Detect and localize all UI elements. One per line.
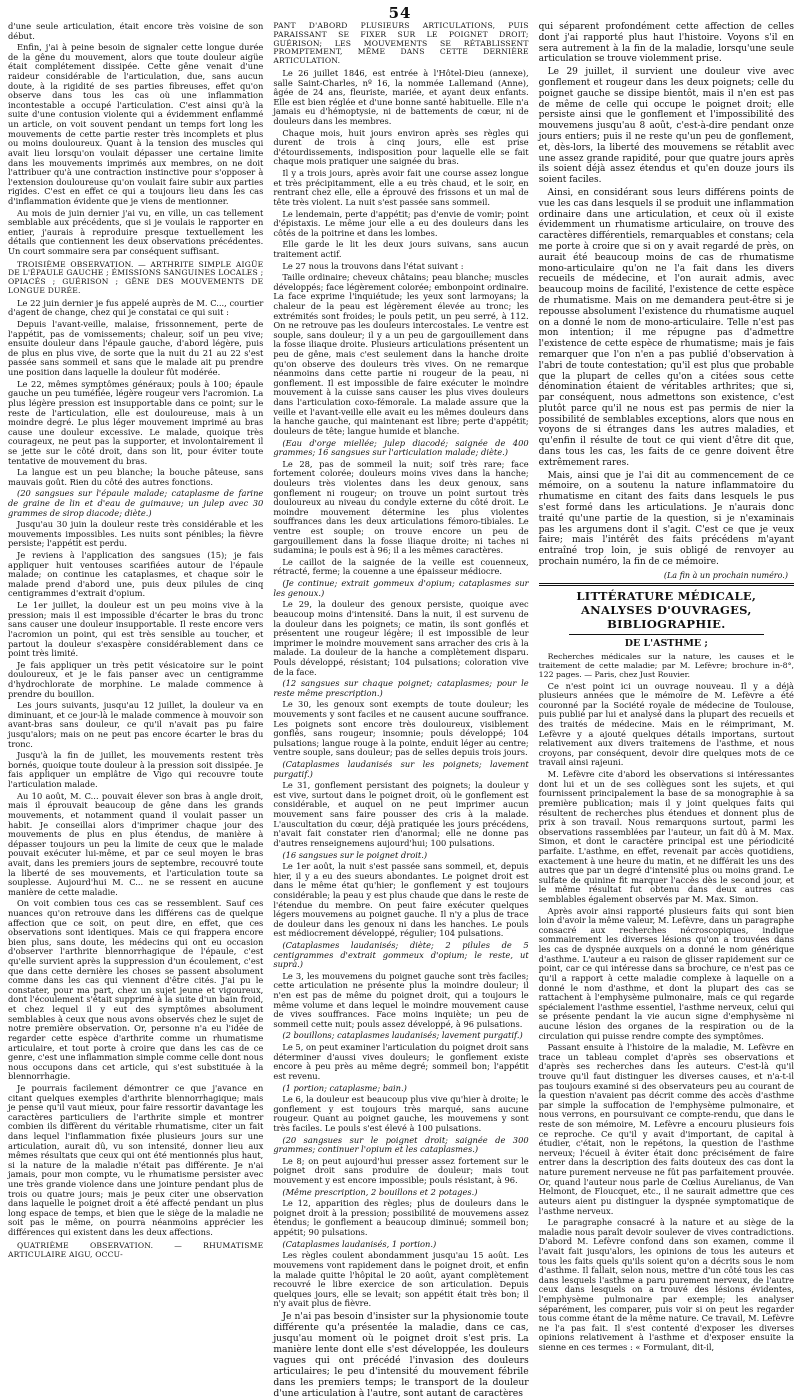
prescription: (Je continue; extrait gommeux d'opium; cataplasmes sur les genoux.) (273, 578, 529, 598)
paragraph: Le 29 juillet, il survient une douleur vive avec gonflement et rougeur dans les deux poignets; celle du poignet gauche se dissipe bientôt, mais il n'en est pas de même de celle qui occupe le poignet droit; elle persiste ainsi que le gonflement et l'impossibilité des mouvemens jusqu'au 8 août, c'est-à-dire pendant onze jours entiers; puis il ne reste qu'un peu de gonflement, et, dès-lors, la liberté des mouvemens se rétablit avec une assez grande rapidité, pour que quatre jours après ils soient déjà assez étendus et qu'en douze jours ils soient faciles. (538, 67, 794, 186)
paragraph: Je pourrais facilement démontrer ce que j'avance en citant quelques exemples d'arthrite blennorrhagique; mais je pense qu'il vaut mieux, pour faire ressortir davantage les caractères particuliers de l'arthrite simple et montrer combien ils diffèrent du véritable rhumatisme, citer un fait dans lequel l'inflammation fixée plusieurs jours sur une articulation, aurait dû, vu son intensité, donner lieu aux mêmes résultats que ceux qui ont été mentionnés plus haut, si la nature de la maladie n'était pas différente. Je n'ai jamais, pour mon compte, vu le rhumatisme persister avec une très grande violence dans une jointure pendant plus de trois ou quatre jours; mais je peux citer une observation dans laquelle le poignet droit a été affecté pendant un plus long espace de temps, et bien que le siège de la maladie ne soit pas le même, on pourra néanmoins apprécier les différences qui existent dans les deux affections. (8, 1082, 264, 1238)
review-title: DE L'ASTHME ; (624, 637, 708, 649)
paragraph: Depuis l'avant-veille, malaise, frissonnement, perte de l'appétit, pas de vomissements; chaleur, soif un peu vive; ensuite douleur dans l'épaule gauche, d'abord légère, puis de plus en plus vive, de sorte que la nuit du 21 au 22 s'est passée sans sommeil et sans que le malade ait pu prendre une position dans laquelle la douleur fût modérée. (8, 319, 264, 378)
paragraph: Taille ordinaire; cheveux châtains; peau blanche; muscles développés; face légèrement colorée; embonpoint ordinaire. La face exprime l'inquiétude; les yeux sont larmoyans; la chaleur de la peau est légèrement élevée au tronc; les extrémités sont froides; le pouls petit, un peu serré, à 112. On ne retrouve pas les douleurs intercostales. Le ventre est souple, sans douleur; il y a un peu de gargouillement dans la fosse iliaque droite. Plusieurs articulations présentent un peu de gêne, mais c'est seulement dans la hanche droite qu'on observe des douleurs très vives. On ne remarque néanmoins dans cette partie ni rougeur de la peau, ni gonflement. Il est impossible de faire exécuter le moindre mouvement à la cuisse sans causer les plus vives douleurs dans l'articulation coxo-fémorale. La malade assure que la veille et l'avant-veille elle avait eu les mêmes douleurs dans la hanche gauche, qui maintenant est libre; perte d'appétit; douleurs de tête; langue humide et blanche. (273, 272, 529, 436)
prescription: (20 sangsues sur l'épaule malade; cataplasme de farine de graine de lin et d'eau de guimauve; un julep avec 30 grammes de sirop diacode; diète.) (8, 488, 264, 518)
paragraph: Au 10 août, M. C... pouvait élever son bras à angle droit, mais il éprouvait beaucoup de gêne dans les grands mouvements, et notamment quand il voulait passer un habit. Je conseillai alors d'imprimer chaque jour des mouvements de plus en plus étendus, de manière à dépasser toujours un peu la limite de ceux que le malade pouvait exécuter lui-même, et par ce seul moyen le bras avait, dans les premiers jours de septembre, recouvré toute la liberté de ses mouvements, et l'articulation toute sa souplesse. Aujourd'hui M. C... ne se ressent en aucune manière de cette maladie. (8, 790, 264, 897)
paragraph: Je reviens à l'application des sangsues (15); je fais appliquer huit ventouses scarifiées autour de l'épaule malade; on continue les cataplasmes, et chaque soir le malade prend d'abord une, puis deux pilules de cinq centigrammes d'extrait d'opium. (8, 550, 264, 599)
paragraph: Le 29, la douleur des genoux persiste, quoique avec beaucoup moins d'intensité. Dans la nuit, il est survenu de la douleur dans les poignets; ce matin, ils sont gonflés et présentent une rougeur légère; il est impossible de leur imprimer le moindre mouvement sans arracher des cris à la malade. La douleur de la hanche a complètement disparu. Pouls développé, résistant; 104 pulsations; coloration vive de la face. (273, 599, 529, 677)
review-reference: Recherches médicales sur la nature, les causes et le traitement de cette maladie; par M. Lefèvre; brochure in-8°, 122 pages. — Paris, chez Just Rouvier. (538, 651, 794, 679)
paragraph: Il y a trois jours, après avoir fait une course assez longue et très précipitamment, elle a eu très chaud, et le soir, en rentrant chez elle, elle a éprouvé des frissons et un mal de tête très violent. La nuit s'est passée sans sommeil. (273, 168, 529, 207)
paragraph: Le 8; on peut aujourd'hui presser assez fortement sur le poignet droit sans produire de douleur; mais tout mouvement y est encore impossible; pouls résistant, à 96. (273, 1155, 529, 1186)
prescription: (1 portion; cataplasme; bain.) (282, 1082, 407, 1093)
paragraph: Le 5, on peut examiner l'articulation du poignet droit sans déterminer d'aussi vives douleurs; le gonflement existe encore à peu près au même degré; sommeil bon; l'appétit est revenu. (273, 1042, 529, 1081)
observation-4-body (273, 69, 528, 1399)
paragraph: Le 31, gonflement persistant des poignets; la douleur y est vive, surtout dans le poignet droit, où le gonflement est considérable, et auquel on ne peut imprimer aucun mouvement sans faire pousser des cris à la malade. L'auscultation du cœur, déjà pratiquée les jours précédens, n'avait fait constater rien d'anormal; elle ne donne pas d'autres renseignemens aujourd'hui; 100 pulsations. (273, 780, 529, 848)
paragraph: Le lendemain, perte d'appétit; pas d'envie de vomir; point d'épistaxis. Le même jour elle a eu des douleurs dans les côtés de la poitrine et dans les lombes. (273, 208, 529, 238)
paragraph: Le paragraphe consacré à la nature et au siège de la maladie nous paraît devoir soulever de vives contradictions. D'abord M. Lefèvre confond dans son examen, comme il l'avait fait jusqu'alors, les opinions de tous les auteurs et tous les faits quels qu'ils soient qu'on a décrits sous le nom d'asthme. Il fallait, selon nous, mettre d'un côté tous les cas dans lesquels l'asthme a paru purement nerveux, de l'autre ceux dans lesquels on a trouvé des lésions évidentes, l'emphysème pulmonaire par exemple; les analyser séparément, les comparer, puis voir si on peut les regarder tous comme étant de la même nature. Ce travail, M. Lefèvre ne l'a pas fait. Il s'est contenté d'exposer les diverses opinions relativement à l'asthme et d'exposer ensuite la sienne en ces termes : « Formulant, dit-il, (538, 1217, 794, 1353)
prescription: (Cataplasmes laudanisés; diète; 2 pilules de 5 centigrammes d'extrait gommeux d'opium; le reste, ut suprà.) (273, 940, 529, 970)
paragraph: Passant ensuite à l'histoire de la maladie, M. Lefèvre en trace un tableau complet d'après ses observations et d'après ses recherches dans les auteurs. C'est-là qu'il trouve qu'il faut distinguer les diverses causes, et n'a-t-il pas toujours examiné si des observateurs peu au courant de la question n'avaient pas décrit comme des accès d'asthme par simple la suffocation de l'emphysème pulmonaire, et nous verrons, en poursuivant ce compte-rendu, que dans le reste de son mémoire, M. Lefèvre a encouru plusieurs fois ce reproche. Ce qu'il y avait d'important, de capital à étudier, c'était, non le repétons, la question de l'asthme nerveux; l'écueil à éviter était donc précisément de faire entrer dans la description des faits douteux des cas dont la nature purement nerveuse ne fût pas parfaitement prouvée. Or, quand l'auteur nous parle de Cœlius Aurelianus, de Van Helmont, de Floucquet, etc., il ne saurait admettre que ces auteurs aient pu distinguer la dyspnée symptomatique de l'asthme nerveux. (538, 1042, 794, 1216)
prescription: (Eau d'orge miellée; julep diacodé; saignée de 400 grammes; 16 sangsues sur l'articulation malade; diète.) (273, 437, 529, 458)
paragraph: Ce n'est point ici un ouvrage nouveau. Il y a déjà plusieurs années que le mémoire de M. Lefèvre a été couronné par la Société royale de médecine de Toulouse, puis publié par lui et analysé dans la plupart des recueils et des traités de médecine. Mais en le réimprimant, M. Lefèvre y a ajouté quelques détails importans, surtout relativement aux divers traitemens de l'asthme, et nous croyons, par conséquent, devoir dire quelques mots de ce travail ainsi rajeuni. (538, 680, 794, 768)
paragraph: d'une seule articulation, était encore très voisine de son début. (8, 21, 264, 41)
paragraph: Les jours suivants, jusqu'au 12 juillet, la douleur va en diminuant, et ce jour-là le malade commence à mouvoir son avant-bras sans douleur, ce qu'il n'avait pas pu faire jusqu'alors; mais on ne peut pas encore écarter le bras du tronc. (8, 700, 264, 749)
article-conclusion (539, 22, 794, 568)
review-body (539, 682, 794, 1353)
paragraph: Le 27 nous la trouvons dans l'état suivant : (282, 260, 464, 271)
section-divider (539, 583, 794, 586)
paragraph: Le 22, mêmes symptômes généraux; pouls à 100; épaule gauche un peu tuméfiée, légère rougeur vers l'acromion. La plus légère pression est insupportable dans ce point; sur le reste de l'articulation, elle est douloureuse, mais à un moindre degré. Le plus léger mouvement imprimé au bras cause une douleur excessive. Le malade, quoique très courageux, ne peut pas la supporter, et involontairement il se jette sur le côté droit, dans son lit, pour éviter toute tentative de mouvement du bras. (8, 378, 264, 466)
observation-3-heading: TROISIÈME OBSERVATION. — ARTHRITE SIMPLE AIGÜE DE L'ÉPAULE GAUCHE ; ÉMISSIONS SANGUINES LOCALES ; OPIACÉS ; GUÉRISON ; GÊNE DES MOUVEMENTS DE LONGUE DURÉE. (8, 259, 264, 296)
paragraph: Au mois de juin dernier j'ai vu, en ville, un cas tellement semblable aux précédents, que si je voulais le rapporter en entier, j'aurais à reproduire presque textuellement les détails que contiennent les deux observations précédentes. Un court sommaire sera par conséquent suffisant. (8, 207, 264, 257)
paragraph: Le caillot de la saignée de la veille est couenneux, rétracté, ferme; la couenne a une épaisseur médiocre. (273, 556, 529, 577)
paragraph: qui séparent profondément cette affection de celles dont j'ai rapporté plus haut l'histoire. Voyons s'il en sera autrement à la fin de la maladie, lorsqu'une seule articulation se trouve violemment prise. (538, 22, 794, 65)
prescription: (2 bouillons; cataplasmes laudanisés; lavement purgatif.) (282, 1030, 523, 1041)
section-title: LITTÉRATURE MÉDICALE, ANALYSES D'OUVRAGES, BIBLIOGRAPHIE. (576, 589, 757, 631)
paragraph: Le 26 juillet 1846, est entrée à l'Hôtel-Dieu (annexe), salle Saint-Charles, nº 16, la nommée Lallemand (Anne), âgée de 24 ans, fleuriste, mariée, et ayant deux enfants. Elle est bien réglée et d'une bonne santé habituelle. Elle n'a jamais eu d'hémoptysie, ni de battements de cœur, ni de douleurs dans les membres. (273, 67, 529, 127)
prescription: (16 sangsues sur le poignet droit.) (282, 849, 428, 860)
col1-intro (8, 22, 263, 257)
paragraph: Le 1er juillet, la douleur est un peu moins vive à la pression; mais il est impossible d'écarter le bras du tronc sans causer une douleur insupportable. Il reste encore vers l'acromion un point, qui est très sensible au toucher, et partout la douleur s'exaspère considérablement dans ce point très limité. (8, 600, 264, 659)
observation-4-heading-continued: PANT D'ABORD PLUSIEURS ARTICULATIONS, PUIS PARAISSANT SE FIXER SUR LE POIGNET DROIT; GUÉRISON; LES MOUVEMENTS SE RÉTABLISSENT PROMPTEMENT, MÊME DANS CETTE DERNIÈRE ARTICULATION. (273, 21, 529, 66)
paragraph: Mais, ainsi que je l'ai dit au commencement de ce mémoire, on a soutenu la nature inflammatoire du rhumatisme en citant des faits dans lesquels le pus s'est formé dans les articulations. Je n'aurais donc traité qu'une partie de la question, si je n'examinais pas les argumens dont il s'agit. C'est ce que je veux faire; mais l'intérêt des faits précédens m'ayant entraîné trop loin, je suis obligé de renvoyer au prochain numéro, la fin de ce mémoire. (538, 470, 794, 568)
paragraph: On voit combien tous ces cas se ressemblent. Sauf ces nuances qu'on retrouve dans les différens cas de quelque affection que ce soit, on peut dire, en effet, que ces observations sont identiques. Mais ce qui frappera encore bien plus, sans doute, les médecins qui ont eu occasion d'observer l'arthrite blennorrhagique de l'épaule, c'est qu'elle survient après la suppression d'un écoulement, c'est que dans cette dernière les choses se passent absolument comme dans les cas qui viennent d'être cités. J'ai pu le constater, pour ma part, chez un sujet jeune et vigoureux, dont l'écoulement s'était supprimé à la suite d'un bain froid, et chez lequel il y eut des symptômes absolument semblables à ceux que nous avons observés chez le sujet de notre première observation. Or, personne n'a eu l'idée de regarder cette espèce d'arthrite comme un rhumatisme articulaire, et tout porte à croire que dans les cas de ce genre, c'est une inflammation simple comme celle dont nous nous occupons dans cet article, qui s'est substituée à la blennorrhagie. (8, 898, 264, 1082)
paragraph: Le 12, apparition des règles; plus de douleurs dans le poignet droit à la pression; possibilité de mouvemens assez étendus; le gonflement a beaucoup diminué; sommeil bon; appétit; 90 pulsations. (273, 1198, 529, 1238)
paragraph: Je fais appliquer un très petit vésicatoire sur le point douloureux, et je le fais panser avec un centigramme d'hydrochlorate de morphine. Le malade commence à prendre du bouillon. (8, 659, 264, 699)
paragraph: Chaque mois, huit jours environ après ses règles qui durent de trois à cinq jours, elle est prise d'étourdissements, indisposition pour laquelle elle se fait chaque mois pratiquer une saignée du bras. (273, 127, 529, 167)
column-2 (273, 21, 529, 1399)
observation-3-body (8, 299, 263, 1238)
paragraph: Le 1er août, la nuit s'est passée sans sommeil, et, depuis hier, il y a eu des sueurs abondantes. Le poignet droit est dans le même état qu'hier; le gonflement y est toujours considérable; la peau y est plus chaude que dans le reste de l'étendue du membre. On peut faire exécuter quelques légers mouvemens au poignet gauche. Il n'y a plus de trace de douleur dans les genoux ni dans les hanches. Le pouls est médiocrement développé, régulier; 104 pulsations. (273, 861, 529, 939)
paragraph: Jusqu'à la fin de juillet, les mouvements restent très bornés, quoique toute douleur à la pression soit dissipée. Je fais appliquer un emplâtre de Vigo qui recouvre toute l'articulation malade. (8, 750, 264, 790)
observation-4-heading: QUATRIÈME OBSERVATION. — RHUMATISME ARTICULAIRE AIGU, OCCU- (8, 1240, 264, 1259)
paragraph: Ainsi, en considérant sous leurs différens points de vue les cas dans lesquels il se produit une inflammation ordinaire dans une articulation, et ceux où il existe évidemment un rhumatisme articulaire, on trouve des caractères différentiels, remarquables et constans; cela me porte à croire que si on y avait regardé de près, on aurait été beaucoup moins de cas de rhumatisme mono-articulaire qu'on ne l'a fait dans les divers recueils de médecine, et l'on aurait admis, avec beaucoup moins de facilité, l'existence de cette espèce de rhumatisme. Mais on me demandera peut-être si je repousse absolument l'existence du rhumatisme auquel on a donné le nom de mono-articulaire. Telle n'est pas mon intention; il me répugne pas d'admettre l'existence de cette espèce de rhumatisme; mais je fais remarquer que l'on n'en a pas publié d'observation à l'abri de toute contestation; qu'il est plus que probable que la plupart de celles qu'on a citées sous cette dénomination étaient de véritables arthrites; que si, par conséquent, nous admettons son existence, c'est plutôt parce qu'il ne nous est pas permis de nier la possibilité de semblables exceptions, alors que nous en voyons de si étranges dans les autres maladies, et qu'enfin il résulte de tout ce qui vient d'être dit que, dans tous les cas, les faits de ce genre doivent être extrêmement rares. (538, 187, 794, 468)
prescription: (Cataplasmes laudanisés sur les poignets; lavement purgatif.) (273, 759, 529, 779)
continued-note: (La fin à un prochain numéro.) (663, 570, 788, 580)
paragraph: Le 3, les mouvemens du poignet gauche sont très faciles; cette articulation ne présente plus la moindre douleur; il n'en est pas de même du poignet droit, qui a toujours le même volume et dans lequel le moindre mouvement cause de vives souffrances. Face moins inquiète; un peu de sommeil cette nuit; pouls assez développé, à 96 pulsations. (273, 970, 529, 1029)
paragraph: Jusqu'au 30 juin la douleur reste très considérable et les mouvements impossibles. Les nuits sont pénibles; la fièvre persiste; l'appétit est perdu. (8, 519, 264, 549)
paragraph: Les règles coulent abondamment jusqu'au 15 août. Les mouvemens vont rapidement dans le poignet droit, et enfin la malade quitte l'hôpital le 20 août, ayant complètement recouvré le libre exercice de son articulation. Depuis quelques jours, elle se levait; son appétit était très bon; il n'y avait plus de fièvre. (273, 1250, 529, 1309)
paragraph: Le 6, la douleur est beaucoup plus vive qu'hier à droite; le gonflement y est toujours très marqué, sans aucune rougeur. Quant au poignet gauche, les mouvemens y sont très faciles. Le pouls s'est élevé à 100 pulsations. (273, 1094, 529, 1133)
prescription: (Cataplasmes laudanisés, 1 portion.) (282, 1238, 437, 1249)
prescription: (Même prescription, 2 bouillons et 2 potages.) (282, 1186, 478, 1197)
page-number: 54 (388, 4, 412, 22)
paragraph: Elle garde le lit les deux jours suivans, sans aucun traitement actif. (273, 239, 529, 259)
paragraph: Le 28, pas de sommeil la nuit; soif très rare; face fortement colorée; douleurs moins vives dans la hanche; douleurs très violentes dans les deux genoux, sans gonflement ni rougeur; on trouve un point surtout très douloureux au niveau du condyle externe du côté droit. Le moindre mouvement détermine les plus violentes souffrances dans les deux articulations fémoro-tibiales. Le ventre est souple; on trouve encore un peu de gargouillement dans la fosse iliaque droite; ni taches ni sudamina; le pouls est à 96; il a les mêmes caractères. (273, 458, 529, 556)
paragraph: Je n'ai pas besoin d'insister sur la physionomie toute différente qu'a présentée la maladie, dans ce cas, jusqu'au moment où le poignet droit s'est pris. La manière lente dont elle s'est développée, les douleurs vagues qui ont précédé l'invasion des douleurs articulaires; le peu d'intensité du mouvement fébrile dans les premiers temps; le transport de la douleur d'une articulation à l'autre, sont autant de caractères (273, 1310, 529, 1399)
columns (8, 21, 794, 1399)
paragraph: M. Lefèvre cite d'abord les observations si intéressantes dont lui et un de ses collègues sont les sujets, et qui fournissent principalement la base de sa monographie à sa première publication; mais il y joint quelques faits qui résultent de recherches plus étendues et donnent plus de prix à son travail. Nous remarquons surtout, parmi les observations rassemblées par l'auteur, un fait dû à M. Max. Simon, et dont le caractère principal est une périodicité parfaite. L'asthme, en effet, revenait par accès quotidiens, exactement à une heure du matin, et ne différait les uns des autres que par un degré d'intensité plus ou moins grand. Le sulfate de quinine fit marquer l'accès dès le second jour, et le même résultat fut obtenu dans deux autres cas semblables également observés par M. Max. Simon. (538, 769, 794, 905)
title-divider (569, 634, 764, 635)
paragraph: Enfin, j'ai à peine besoin de signaler cette longue durée de la gêne du mouvement, alors que toute douleur aigüe était complétement dissipée. Cette gêne venait d'une raideur considérable de l'articulation, due, sans aucun doute, à la rigidité de ses parties fibreuses, effet qu'on observe dans tous les cas où une inflammation incontestable a occupé l'articulation. C'est ainsi qu'à la suite d'une contusion violente qui a évidemment enflammé un article, on voit souvent pendant un temps fort long les mouvements de cette partie rester très incomplets et plus ou moins douloureux. Quant à la tension des muscles qui avait lieu lorsqu'on voulait dépasser une certaine limite dans les mouvements imprimés aux membres, on ne doit l'attribuer qu'à une contraction instinctive pour s'opposer à l'extension douloureuse qu'on voulait faire subir aux parties rigides. C'est en effet ce qui a toujours lieu dans les cas d'inflammation évidente que je viens de mentionner. (8, 42, 264, 206)
paragraph: Après avoir ainsi rapporté plusieurs faits qui sont bien loin d'avoir la même valeur, M. Lefèvre, dans un paragraphe consacré aux recherches nécroscopiques, indique sommairement les diverses lésions qu'on a trouvées dans les cas de dyspnée auxquels on a donné le nom générique d'asthme. L'auteur a eu raison de glisser rapidement sur ce point, car ce qui intéresse dans sa brochure, ce n'est pas ce qu'il a rapport à cette maladie complexe à laquelle on a donné le nom d'asthme, et dont la plupart des cas se rattachent à l'emphysème pulmonaire, mais ce qui regarde spécialement l'asthme essentiel, l'asthme nerveux, celui qui se présente pendant la vie aucun signe d'emphysème ni aucune lésion des organes de la respiration ou de la circulation qui puisse rendre compte des symptômes. (538, 905, 794, 1041)
prescription: (20 sangsues sur le poignet droit; saignée de 300 grammes; continuer l'opium et les cataplasmes.) (273, 1134, 529, 1155)
prescription: (12 sangsues sur chaque poignet; cataplasmes; pour le reste même prescription.) (273, 678, 529, 698)
paragraph: Le 22 juin dernier je fus appelé auprès de M. C..., courtier d'agent de change, chez qui je constatai ce qui suit : (8, 297, 264, 318)
paragraph: Le 30, les genoux sont exempts de toute douleur; les mouvements y sont faciles et ne causent aucune souffrance. Les poignets sont encore très douloureux, visiblement gonflés, sans rougeur; insomnie; pouls développé; 104 pulsations; langue rouge à la pointe, enduit léger au centre; ventre souple, sans douleur; pas de selles depuis trois jours. (273, 699, 529, 758)
column-3 (538, 22, 794, 1353)
paragraph: La langue est un peu blanche; la bouche pâteuse, sans mauvais goût. Rien du côté des autres fonctions. (8, 467, 264, 487)
column-1 (8, 21, 264, 1259)
